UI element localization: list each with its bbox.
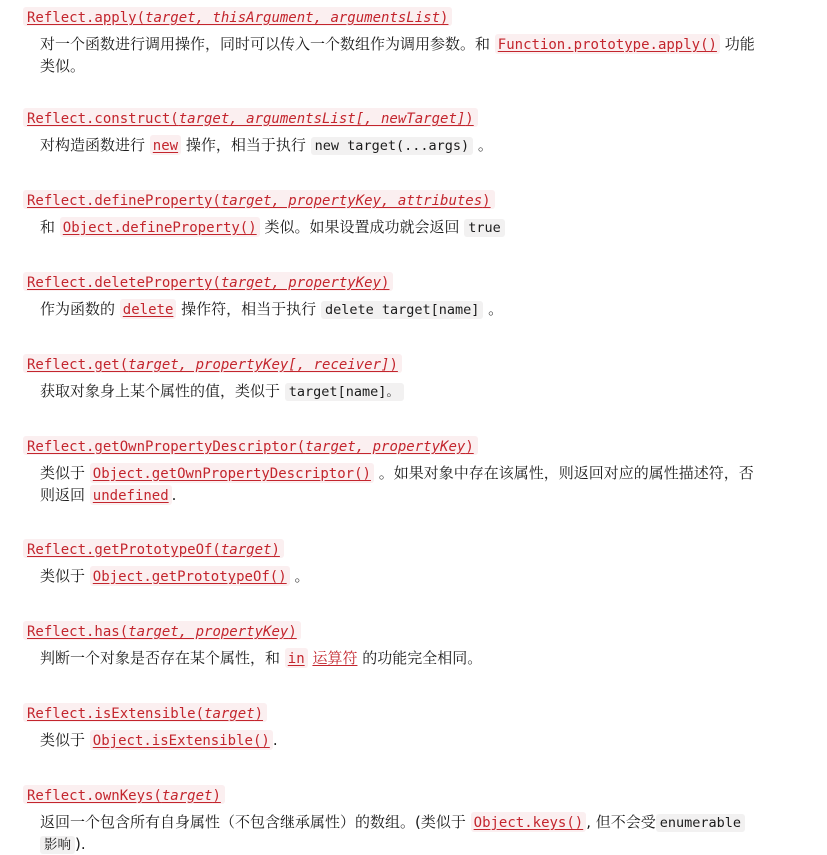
term-args: target, propertyKey, attributes bbox=[220, 193, 483, 209]
term-close: ) bbox=[212, 788, 221, 804]
inline-code: target[name]。 bbox=[285, 383, 404, 401]
term-name: Reflect.getOwnPropertyDescriptor( bbox=[27, 439, 306, 455]
term-args: target bbox=[161, 788, 213, 804]
desc-text: 操作符，相当于执行 bbox=[181, 300, 317, 318]
reflect-has-term[interactable] bbox=[23, 621, 301, 640]
link-text[interactable]: new bbox=[152, 138, 179, 154]
reflect-getprototypeof-link[interactable] bbox=[27, 542, 280, 558]
desc-text: , 但不会受 bbox=[586, 813, 656, 831]
desc-text: 的功能完全相同。 bbox=[362, 649, 483, 667]
reflect-apply-link[interactable] bbox=[27, 10, 448, 26]
reflect-get-description bbox=[40, 381, 792, 403]
reflect-has-description bbox=[40, 648, 792, 670]
term-name: Reflect.get( bbox=[27, 357, 129, 373]
term-args: target, thisArgument, argumentsList bbox=[145, 10, 441, 26]
inline-code: enumerable bbox=[656, 814, 745, 832]
term-args: target bbox=[220, 542, 272, 558]
reflect-defineproperty-link[interactable] bbox=[27, 193, 491, 209]
desc-text: 返回一个包含所有自身属性（不包含继承属性）的数组。(类似于 bbox=[40, 813, 466, 831]
link-text[interactable]: Object.getOwnPropertyDescriptor() bbox=[92, 466, 371, 482]
reflect-isextensible-term[interactable] bbox=[23, 703, 267, 722]
reflect-get-link[interactable] bbox=[27, 357, 398, 373]
term-name: Reflect.has( bbox=[27, 624, 129, 640]
term-close: ) bbox=[254, 706, 264, 722]
new-operator-link[interactable] bbox=[150, 135, 181, 155]
term-name: Reflect.deleteProperty( bbox=[27, 275, 221, 291]
desc-text: 获取对象身上某个属性的值，类似于 bbox=[40, 382, 281, 400]
desc-text: 则返回 bbox=[40, 486, 86, 504]
reflect-get-term[interactable] bbox=[23, 354, 402, 373]
reflect-getownpropertydescriptor-description bbox=[40, 463, 792, 507]
reflect-defineproperty-term[interactable] bbox=[23, 190, 495, 209]
reflect-getownpropertydescriptor-term[interactable] bbox=[23, 436, 478, 455]
desc-text: 类似。 bbox=[40, 57, 86, 75]
desc-text: . bbox=[272, 731, 278, 749]
reflect-getprototypeof-term[interactable] bbox=[23, 539, 284, 558]
term-close: ) bbox=[440, 10, 449, 26]
inline-code: new target(...args) bbox=[311, 137, 473, 155]
reflect-getprototypeof-description bbox=[40, 566, 792, 588]
desc-text: 。 bbox=[477, 136, 493, 154]
desc-text: 。 bbox=[488, 300, 504, 318]
inline-code: true bbox=[464, 219, 505, 237]
reflect-isextensible-link[interactable] bbox=[27, 706, 263, 722]
reflect-apply-term[interactable] bbox=[23, 7, 452, 26]
desc-text: 判断一个对象是否存在某个属性，和 bbox=[40, 649, 281, 667]
desc-text: 操作，相当于执行 bbox=[185, 136, 306, 154]
reflect-ownkeys-description bbox=[40, 812, 792, 855]
link-text[interactable]: Function.prototype.apply() bbox=[497, 37, 717, 53]
term-args: target, propertyKey bbox=[220, 275, 382, 291]
link-text[interactable]: Object.keys() bbox=[473, 815, 584, 831]
reflect-deleteproperty-link[interactable] bbox=[27, 275, 389, 291]
reflect-has-link[interactable] bbox=[27, 624, 297, 640]
reflect-ownkeys-link[interactable] bbox=[27, 788, 221, 804]
desc-text: 作为函数的 bbox=[40, 300, 116, 318]
desc-text: 类似于 bbox=[40, 731, 86, 749]
link-text[interactable]: undefined bbox=[92, 488, 169, 504]
link-text[interactable]: in bbox=[287, 651, 305, 667]
reflect-deleteproperty-term[interactable] bbox=[23, 272, 393, 291]
term-close: ) bbox=[288, 624, 297, 640]
desc-text: 对一个函数进行调用操作，同时可以传入一个数组作为调用参数。和 bbox=[40, 35, 491, 53]
reflect-construct-term[interactable] bbox=[23, 108, 478, 127]
object-getownpropertydescriptor-link[interactable] bbox=[90, 463, 374, 483]
desc-text: 类似。如果设置成功就会返回 bbox=[264, 218, 460, 236]
term-args: target, argumentsList[, newTarget] bbox=[178, 111, 466, 127]
desc-text: 类似于 bbox=[40, 567, 86, 585]
desc-text: 功能 bbox=[724, 35, 755, 53]
term-name: Reflect.isExtensible( bbox=[27, 706, 205, 722]
link-text[interactable]: delete bbox=[122, 302, 174, 318]
term-args: target bbox=[204, 706, 255, 722]
object-getprototypeof-link[interactable] bbox=[90, 566, 290, 586]
desc-text: 对构造函数进行 bbox=[40, 136, 146, 154]
object-isextensible-link[interactable] bbox=[90, 730, 273, 750]
term-args: target, propertyKey bbox=[305, 439, 466, 455]
link-text[interactable]: Object.getPrototypeOf() bbox=[92, 569, 287, 585]
term-close: ) bbox=[381, 275, 390, 291]
inline-code: delete target[name] bbox=[321, 301, 483, 319]
term-close: ) bbox=[389, 357, 398, 373]
term-name: Reflect.apply( bbox=[27, 10, 146, 26]
reflect-deleteproperty-description bbox=[40, 299, 792, 321]
delete-operator-link[interactable] bbox=[120, 299, 177, 319]
desc-text: 类似于 bbox=[40, 464, 86, 482]
reflect-apply-description bbox=[40, 34, 792, 77]
desc-text: ). bbox=[75, 835, 86, 853]
term-name: Reflect.ownKeys( bbox=[27, 788, 162, 804]
desc-text: . bbox=[171, 486, 177, 504]
in-operator-link[interactable] bbox=[285, 648, 308, 668]
reflect-isextensible-description bbox=[40, 730, 792, 752]
function-prototype-apply-link[interactable] bbox=[495, 34, 720, 54]
desc-text: 。如果对象中存在该属性，则返回对应的属性描述符，否 bbox=[378, 464, 754, 482]
term-close: ) bbox=[271, 542, 280, 558]
object-defineproperty-link[interactable] bbox=[60, 217, 260, 237]
reflect-construct-description bbox=[40, 135, 792, 157]
operator-link[interactable]: 运算符 bbox=[312, 649, 358, 667]
term-close: ) bbox=[465, 439, 474, 455]
desc-text: 和 bbox=[40, 218, 56, 236]
object-keys-link[interactable] bbox=[471, 812, 587, 832]
reflect-defineproperty-description bbox=[40, 217, 792, 239]
term-args: target, propertyKey[, receiver] bbox=[128, 357, 390, 373]
term-close: ) bbox=[465, 111, 474, 127]
term-name: Reflect.defineProperty( bbox=[27, 193, 221, 209]
desc-text: 。 bbox=[294, 567, 310, 585]
term-args: target, propertyKey bbox=[128, 624, 289, 640]
link-text[interactable]: Object.isExtensible() bbox=[92, 733, 270, 749]
reflect-construct-link[interactable] bbox=[27, 111, 474, 127]
term-close: ) bbox=[482, 193, 491, 209]
desc-text: 影响 bbox=[40, 836, 75, 854]
undefined-link[interactable] bbox=[90, 485, 172, 505]
term-name: Reflect.getPrototypeOf( bbox=[27, 542, 221, 558]
reflect-getownpropertydescriptor-link[interactable] bbox=[27, 439, 474, 455]
term-name: Reflect.construct( bbox=[27, 111, 179, 127]
link-text[interactable]: Object.defineProperty() bbox=[62, 220, 257, 236]
reflect-ownkeys-term[interactable] bbox=[23, 785, 225, 804]
